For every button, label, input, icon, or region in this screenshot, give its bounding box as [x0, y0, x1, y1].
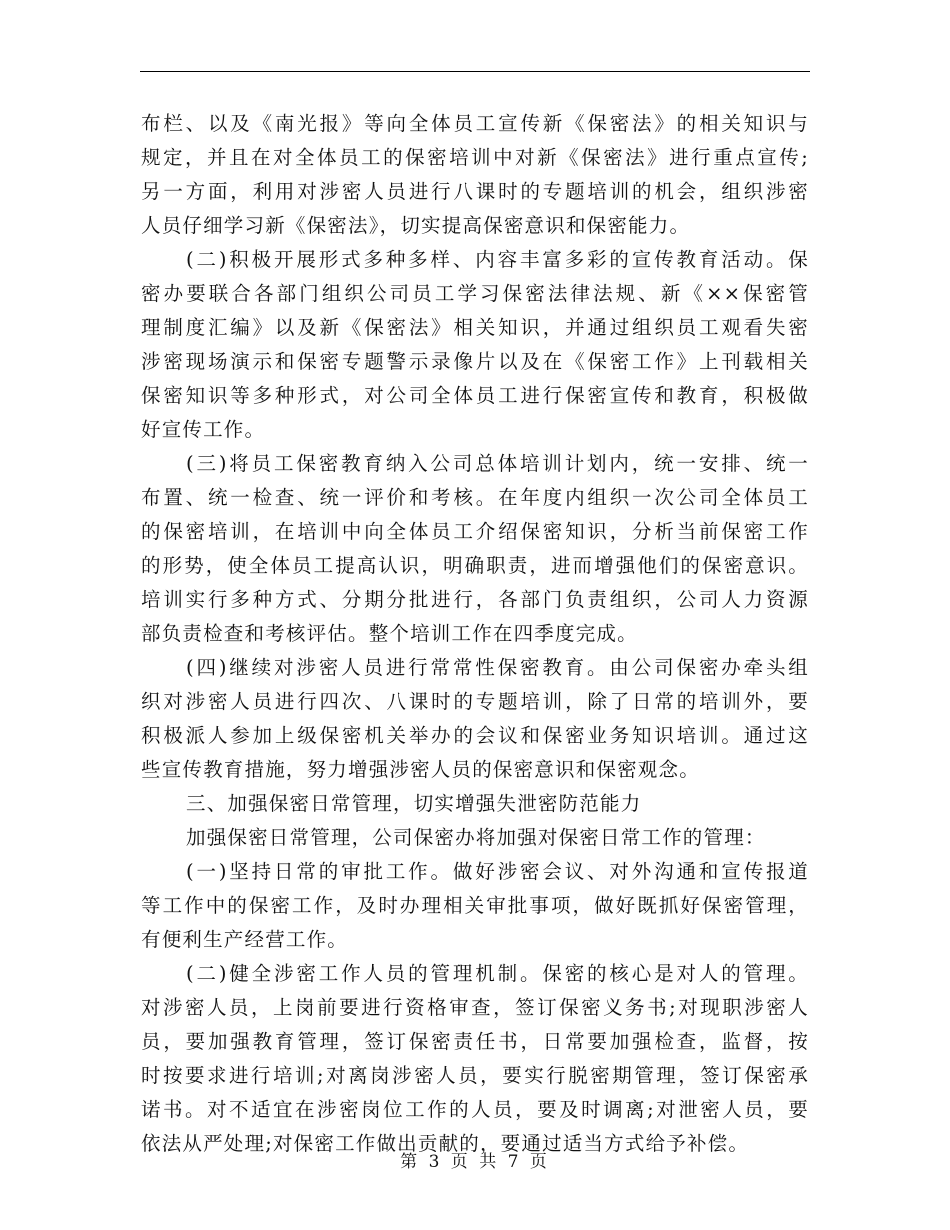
paragraph-line: 布置、统一检查、统一评价和考核。在年度内组织一次公司全体员工 — [141, 486, 809, 509]
paragraph-line: 理制度汇编》以及新《保密法》相关知识，并通过组织员工观看失密 — [141, 316, 809, 339]
paragraph-start-line: (二)积极开展形式多种多样、内容丰富多彩的宣传教育活动。保 — [186, 248, 809, 271]
paragraph-start-line: (一)坚持日常的审批工作。做好涉密会议、对外沟通和宣传报道 — [186, 860, 809, 883]
paragraph-line: 等工作中的保密工作，及时办理相关审批事项，做好既抓好保密管理， — [141, 894, 809, 917]
paragraph-line: 涉密现场演示和保密专题警示录像片以及在《保密工作》上刊载相关 — [141, 350, 809, 373]
paragraph-line: 些宣传教育措施，努力增强涉密人员的保密意识和保密观念。 — [141, 758, 700, 781]
paragraph-line: 保密知识等多种形式，对公司全体员工进行保密宣传和教育，积极做 — [141, 384, 809, 407]
paragraph-line: 织对涉密人员进行四次、八课时的专题培训，除了日常的培训外，要 — [141, 690, 809, 713]
section-heading: 三、加强保密日常管理，切实增强失泄密防范能力 — [186, 792, 642, 815]
paragraph-line: 人员仔细学习新《保密法》，切实提高保密意识和保密能力。 — [141, 214, 691, 237]
paragraph-line: 的形势，使全体员工提高认识，明确职责，进而增强他们的保密意识。 — [141, 554, 809, 577]
page-number: 第 3 页 共 7 页 — [400, 1152, 550, 1172]
paragraph-line: 布栏、以及《南光报》等向全体员工宣传新《保密法》的相关知识与 — [141, 112, 809, 135]
paragraph-line: 培训实行多种方式、分期分批进行，各部门负责组织，公司人力资源 — [141, 588, 809, 611]
paragraph-line: 部负责检查和考核评估。整个培训工作在四季度完成。 — [141, 622, 638, 645]
paragraph-line: 诺书。对不适宜在涉密岗位工作的人员，要及时调离;对泄密人员，要 — [141, 1098, 809, 1121]
paragraph-line: 规定，并且在对全体员工的保密培训中对新《保密法》进行重点宣传; — [141, 146, 809, 169]
paragraph-line: 对涉密人员，上岗前要进行资格审查，签订保密义务书;对现职涉密人 — [141, 996, 809, 1019]
paragraph-start-line: (三)将员工保密教育纳入公司总体培训计划内，统一安排、统一 — [186, 452, 809, 475]
document-body — [141, 107, 809, 1161]
paragraph-line: 时按要求进行培训;对离岗涉密人员，要实行脱密期管理，签订保密承 — [141, 1064, 809, 1087]
header-rule — [140, 71, 810, 72]
paragraph-start-line: (四)继续对涉密人员进行常常性保密教育。由公司保密办牵头组 — [186, 656, 809, 679]
paragraph-line: 好宣传工作。 — [141, 418, 266, 441]
paragraph-line: 的保密培训，在培训中向全体员工介绍保密知识，分析当前保密工作 — [141, 520, 809, 543]
paragraph-line: 依法从严处理;对保密工作做出贡献的，要通过适当方式给予补偿。 — [141, 1132, 750, 1155]
paragraph-line: 密办要联合各部门组织公司员工学习保密法律法规、新《××保密管 — [141, 282, 809, 305]
paragraph-line: 有便利生产经营工作。 — [141, 928, 349, 951]
paragraph-start-line: (二)健全涉密工作人员的管理机制。保密的核心是对人的管理。 — [186, 962, 809, 985]
paragraph-start-line: 加强保密日常管理，公司保密办将加强对保密日常工作的管理： — [186, 826, 766, 849]
paragraph-line: 积极派人参加上级保密机关举办的会议和保密业务知识培训。通过这 — [141, 724, 809, 747]
paragraph-line: 员，要加强教育管理，签订保密责任书，日常要加强检查，监督，按 — [141, 1030, 809, 1053]
paragraph-line: 另一方面，利用对涉密人员进行八课时的专题培训的机会，组织涉密 — [141, 180, 809, 203]
